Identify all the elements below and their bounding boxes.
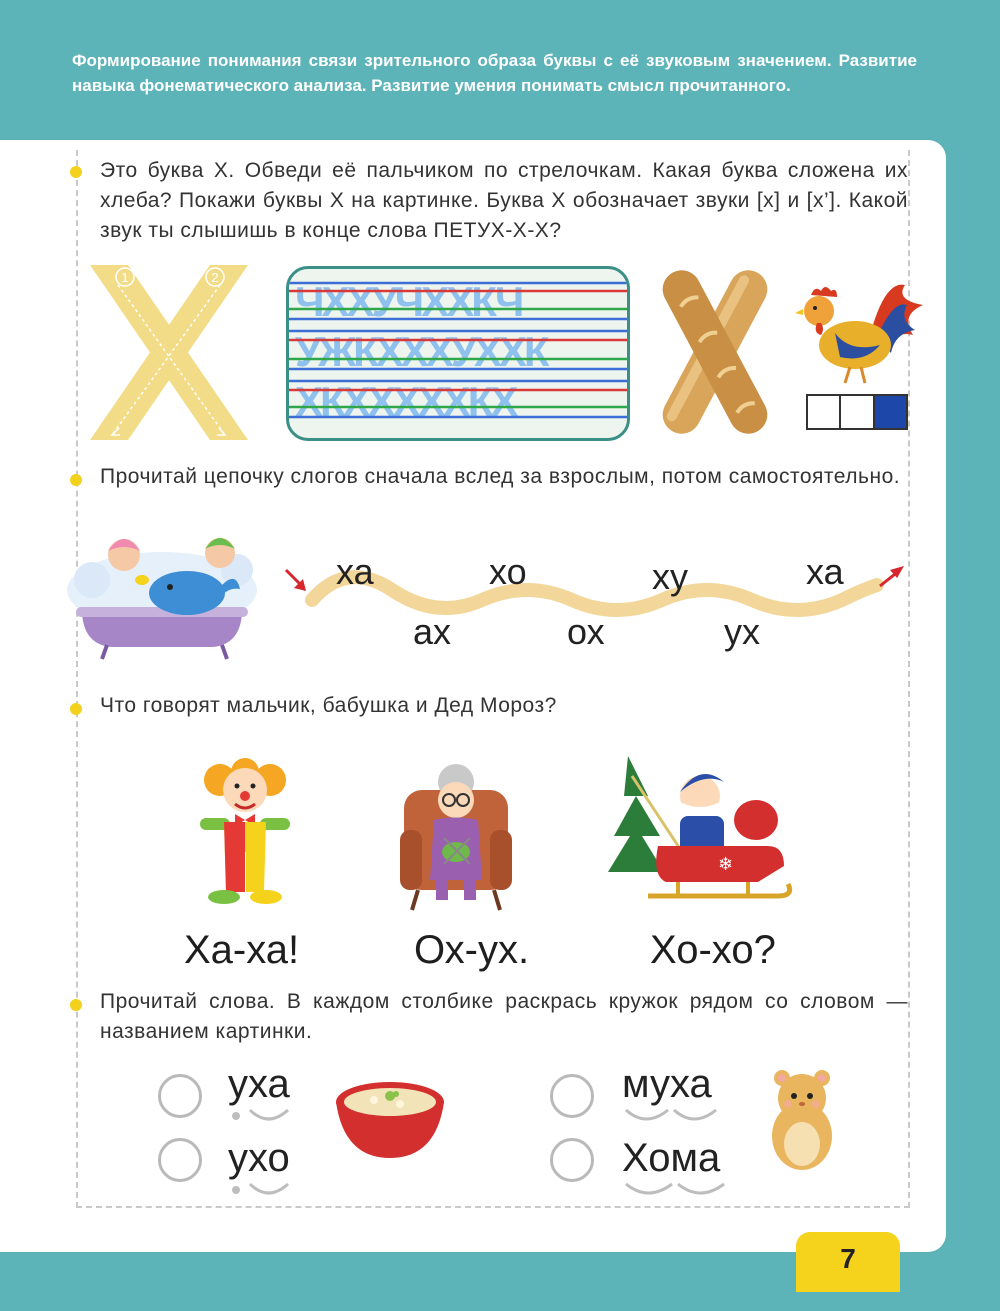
svg-text:❄: ❄ <box>718 854 734 875</box>
hamster-icon <box>764 1068 840 1172</box>
task-bullet <box>70 999 82 1011</box>
sound-cell-2[interactable] <box>841 396 874 428</box>
sound-cell-1[interactable] <box>808 396 841 428</box>
task-1-text: Это буква Х. Обведи её пальчиком по стрелочкам. Какая буква сложена их хлеба? Покажи буквы Х на картинке. Буква Х обозначает звуки [х] и [х’]. Какой звук ты слышишь в конце слова ПЕТУХ-Х-Х? <box>100 159 908 242</box>
arrow-number-1: 1 <box>121 270 129 285</box>
task-2-text: Прочитай цепочку слогов сначала вслед за взрослым, потом самостоятельно. <box>100 465 901 488</box>
sound-cell-3-consonant[interactable] <box>875 396 906 428</box>
word-uha: уха <box>228 1062 290 1106</box>
task-3-text: Что говорят мальчик, бабушка и Дед Мороз? <box>100 694 557 717</box>
tracing-letter-x-icon[interactable] <box>90 265 250 440</box>
syllable-marks-muha <box>622 1104 722 1126</box>
answer-circle-uho[interactable] <box>158 1138 202 1182</box>
syllable-bottom-2: ох <box>567 611 605 652</box>
answer-circle-muha[interactable] <box>550 1074 594 1118</box>
syllable-marks-uha <box>228 1104 298 1126</box>
letter-search-panel <box>286 266 630 441</box>
syllable-top-4: ха <box>806 551 844 592</box>
page-number: 7 <box>796 1232 900 1292</box>
letter-row-2: УЖКХХХУХХК <box>295 328 547 375</box>
task-bullet <box>70 166 82 178</box>
letter-row-3: ХКХХХХХКХ <box>295 378 516 425</box>
syllable-marks-homa <box>622 1178 726 1200</box>
speech-santa: Хо-хо? <box>650 928 776 972</box>
sound-scheme <box>806 394 908 430</box>
word-muha: муха <box>622 1062 712 1106</box>
word-homa: Хома <box>622 1136 721 1180</box>
soup-bowl-icon <box>334 1080 446 1160</box>
speech-clown: Ха-ха! <box>184 928 300 972</box>
task-bullet <box>70 474 82 486</box>
syllable-top-3: ху <box>652 556 688 597</box>
arrow-number-2: 2 <box>211 270 219 285</box>
speech-grandmother: Ох-ух. <box>414 928 530 972</box>
bathtub-children-icon <box>62 525 272 665</box>
task-bullet <box>70 703 82 715</box>
clown-boy-icon <box>190 752 300 912</box>
answer-circle-homa[interactable] <box>550 1138 594 1182</box>
task-4-text: Прочитай слова. В каждом столбике раскрась кружок рядом со словом — названием картинки. <box>100 990 908 1043</box>
syllable-bottom-1: ах <box>413 611 452 652</box>
ruled-lines <box>289 269 629 439</box>
santa-sleigh-icon <box>608 756 794 916</box>
letter-row-1: ЧХХУЧХХКЧ <box>295 278 522 325</box>
page-header: Формирование понимания связи зрительного образа буквы с её звуковым значением. Развитие навыка фонематического анализа. Развитие умения понимать смысл прочитанного. <box>72 51 917 95</box>
grandmother-icon <box>400 760 512 912</box>
word-uho: ухо <box>228 1136 290 1180</box>
syllable-top-1: ха <box>336 551 374 592</box>
syllable-marks-uho <box>228 1178 298 1200</box>
rooster-icon <box>795 275 927 387</box>
bread-letter-x-icon <box>650 266 780 438</box>
answer-circle-uha[interactable] <box>158 1074 202 1118</box>
syllable-top-2: хо <box>489 551 527 592</box>
syllable-bottom-3: ух <box>724 611 760 652</box>
